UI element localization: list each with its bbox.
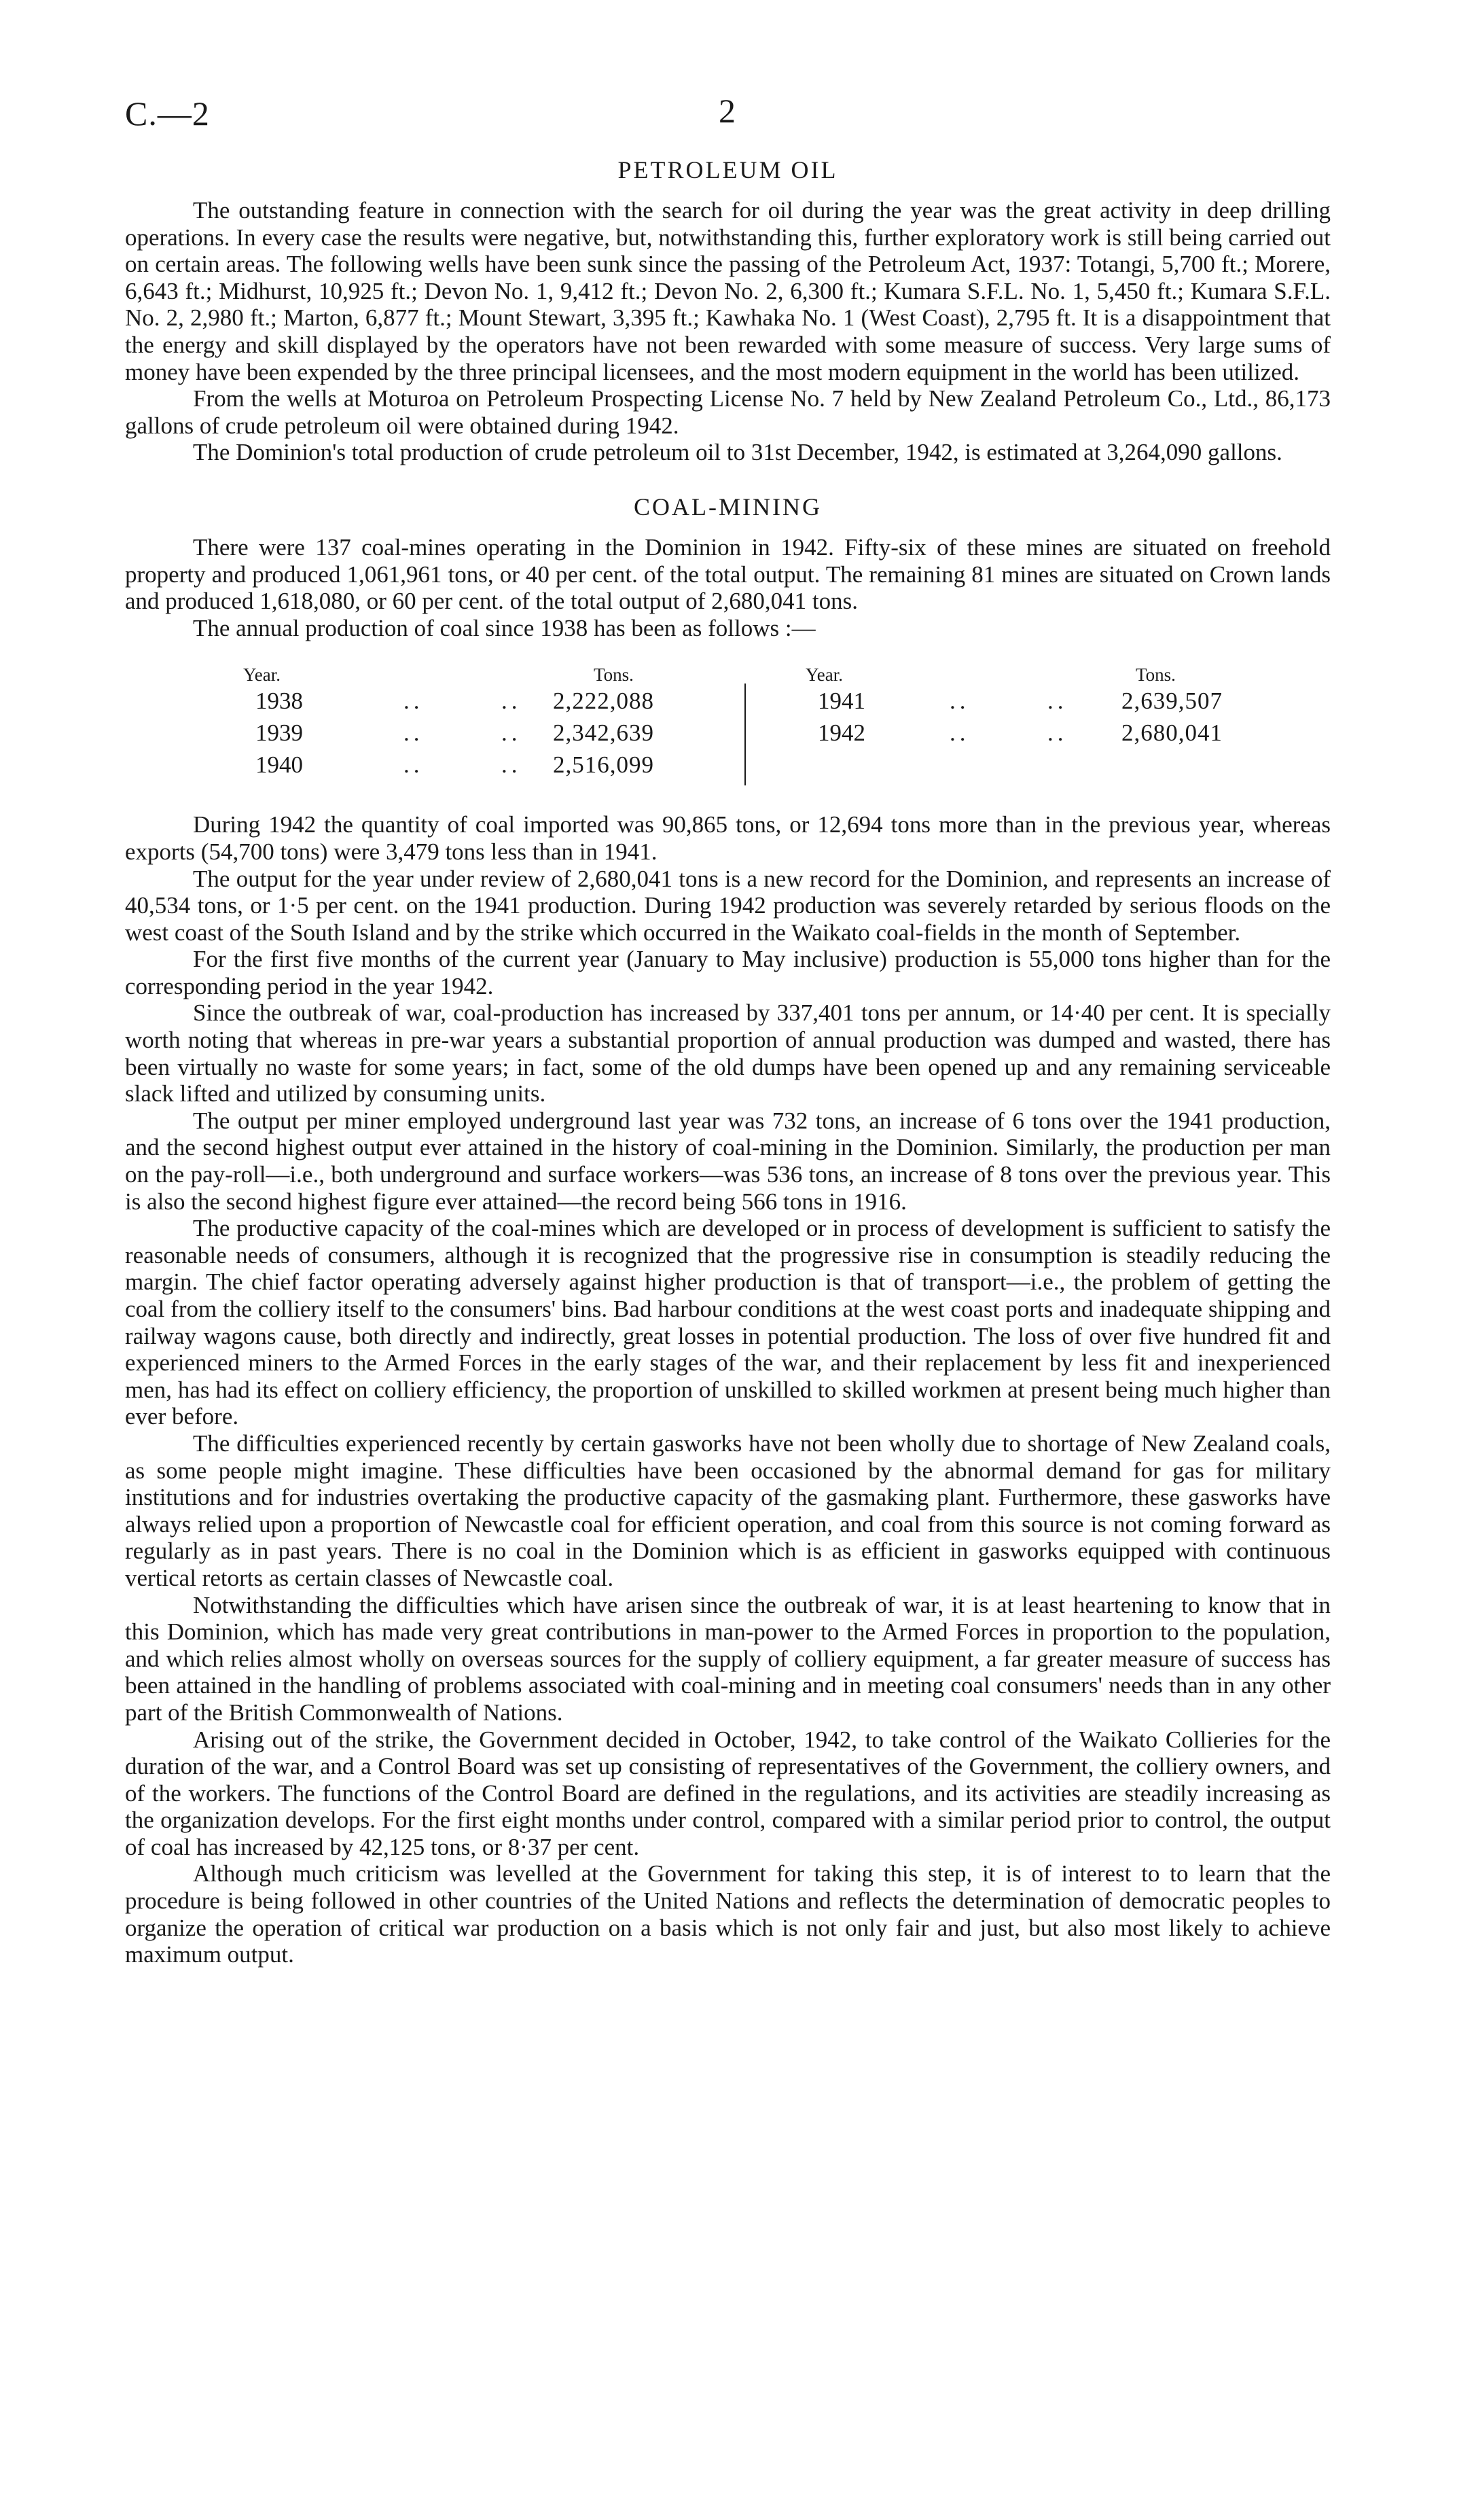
tons-cell: 2,516,099 <box>553 751 654 779</box>
paragraph: There were 137 coal-mines operating in the Dominion in 1942. Fifty-six of these mines are situated on freehold property and produced 1,061,961 tons, or 40 per cent. of the total output. The remaining 81 mines are situated on Crown lands and produced 1,618,080, or 60 per cent. of the total output of 2,680,041 tons. <box>125 533 1331 615</box>
paragraph: The annual production of coal since 1938 has been as follows :— <box>193 614 816 641</box>
page-id: C.—2 <box>125 94 210 132</box>
table-column-left <box>243 660 732 781</box>
paragraph: Since the outbreak of war, coal-production has increased by 337,401 tons per annum, or 14·40 per cent. It is specially worth noting that whereas in pre-war years a substantial proportion of annual production was dumped and wasted, there has been virtually no waste for some years; in fact, some of the old dumps have been opened up and any remaining serviceable slack lifted and utilized by consuming units. <box>125 999 1331 1107</box>
paragraph: The Dominion's total production of crude petroleum oil to 31st December, 1942, is estimated at 3,264,090 gallons. <box>193 439 1282 466</box>
year-header: Year. <box>806 664 844 686</box>
table-column-right <box>806 660 1335 749</box>
leader-dots: .. <box>501 751 522 779</box>
table-header <box>806 660 1335 685</box>
paragraph: For the first five months of the current year (January to May inclusive) production is 55,000 tons higher than for the corresponding period in the year 1942. <box>125 946 1331 999</box>
paragraph: Although much criticism was levelled at the Government for taking this step, it is of interest to to learn that the procedure is being followed in other countries of the United Nations and reflects the determination of democratic peoples to organize the operation of critical war production on a basis which is not only fair and just, but also most likely to achieve maximum output. <box>125 1860 1331 1968</box>
tons-cell: 2,222,088 <box>553 688 654 715</box>
paragraph: During 1942 the quantity of coal imported was 90,865 tons, or 12,694 tons more than in the previous year, whereas exports (54,700 tons) were 3,479 tons less than in 1941. <box>125 811 1331 865</box>
table-row <box>243 749 732 781</box>
year-cell: 1939 <box>255 720 303 747</box>
paragraph: The productive capacity of the coal-mines which are developed or in process of development is sufficient to satisfy the reasonable needs of consumers, although it is recognized that the progressive rise in consumption is steadily reducing the margin. The chief factor operating adversely against higher production is that of transport—i.e., the problem of getting the coal from the colliery itself to the consumers' bins. Bad harbour conditions at the west coast ports and inadequate shipping and railway wagons cause, both directly and indirectly, great losses in potential production. The loss of over five hundred fit and experienced miners to the Armed Forces in the early stages of the war, and their replacement by less fit and inexperienced men, has had its effect on colliery efficiency, the proportion of unskilled to skilled workmen at present being much higher than ever before. <box>125 1215 1331 1430</box>
leader-dots: .. <box>1047 688 1068 715</box>
leader-dots: .. <box>501 720 522 747</box>
year-header: Year. <box>243 664 281 686</box>
section-heading-coal: COAL-MINING <box>634 493 822 520</box>
leader-dots: .. <box>403 720 424 747</box>
table-header <box>243 660 732 685</box>
paragraph: The output per miner employed underground last year was 732 tons, an increase of 6 tons over the 1941 production, and the second highest output ever attained in the history of coal-mining in the Dominion. Similarly, the production per man on the pay-roll—i.e., both underground and surface workers—was 536 tons, an increase of 8 tons over the previous year. This is also the second highest figure ever attained—the record being 566 tons in 1916. <box>125 1107 1331 1215</box>
tons-cell: 2,342,639 <box>553 720 654 747</box>
leader-dots: .. <box>501 688 522 715</box>
table-row <box>806 685 1335 717</box>
leader-dots: .. <box>950 720 970 747</box>
table-row <box>243 685 732 717</box>
year-cell: 1940 <box>255 751 303 779</box>
year-cell: 1941 <box>818 688 865 715</box>
coal-production-table <box>125 660 1331 789</box>
paragraph: The difficulties experienced recently by certain gasworks have not been wholly due to shortage of New Zealand coals, as some people might imagine. These difficulties have been occasioned by the abnormal demand for gas for military institutions and for industries overtaking the productive capacity of the gasmaking plant. Furthermore, these gasworks have always relied upon a proportion of Newcastle coal for efficient operation, and coal from this source is not coming forward as regularly as in past years. There is no coal in the Dominion which is as efficient in gasworks equipped with continuous vertical retorts as certain classes of Newcastle coal. <box>125 1430 1331 1591</box>
tons-header: Tons. <box>1136 664 1176 686</box>
leader-dots: .. <box>1047 720 1068 747</box>
paragraph: Arising out of the strike, the Government decided in October, 1942, to take control of the Waikato Collieries for the duration of the war, and a Control Board was set up consisting of representatives of the Government, the colliery owners, and of the workers. The functions of the Control Board are defined in the regulations, and its activities are steadily increasing as the organization develops. For the first eight months under control, compared with a similar period prior to control, the output of coal has increased by 42,125 tons, or 8·37 per cent. <box>125 1726 1331 1860</box>
paragraph: From the wells at Moturoa on Petroleum Prospecting License No. 7 held by New Zealand Petroleum Co., Ltd., 86,173 gallons of crude petroleum oil were obtained during 1942. <box>125 385 1331 439</box>
leader-dots: .. <box>403 751 424 779</box>
table-row <box>806 717 1335 749</box>
paragraph: The output for the year under review of 2,680,041 tons is a new record for the Dominion, and represents an increase of 40,534 tons, or 1·5 per cent. on the 1941 production. During 1942 production was severely retarded by serious floods on the west coast of the South Island and by the strike which occurred in the Waikato coal-fields in the month of September. <box>125 865 1331 946</box>
page-number: 2 <box>719 92 736 130</box>
tons-cell: 2,639,507 <box>1121 688 1223 715</box>
tons-cell: 2,680,041 <box>1121 720 1223 747</box>
tons-header: Tons. <box>594 664 634 686</box>
year-cell: 1938 <box>255 688 303 715</box>
paragraph: The outstanding feature in connection with the search for oil during the year was the great activity in deep drilling operations. In every case the results were negative, but, notwithstanding this, further exploratory work is still being carried out on certain areas. The following wells have been sunk since the passing of the Petroleum Act, 1937: Totangi, 5,700 ft.; Morere, 6,643 ft.; Midhurst, 10,925 ft.; Devon No. 1, 9,412 ft.; Devon No. 2, 6,300 ft.; Kumara S.F.L. No. 1, 5,450 ft.; Kumara S.F.L. No. 2, 2,980 ft.; Marton, 6,877 ft.; Mount Stewart, 3,395 ft.; Kawhaka No. 1 (West Coast), 2,795 ft. It is a disappointment that the energy and skill displayed by the operators have not been rewarded with some measure of success. Very large sums of money have been expended by the three principal licensees, and the most modern equipment in the world has been utilized. <box>125 197 1331 385</box>
paragraph: Notwithstanding the difficulties which have arisen since the outbreak of war, it is at least heartening to know that in this Dominion, which has made very great contributions in man-power to the Armed Forces in proportion to the population, and which relies almost wholly on overseas sources for the supply of colliery equipment, a far greater measure of success has been attained in the handling of problems associated with coal-mining and in meeting coal consumers' needs than in any other part of the British Commonwealth of Nations. <box>125 1591 1331 1726</box>
table-divider <box>744 684 746 785</box>
year-cell: 1942 <box>818 720 865 747</box>
page-content <box>125 155 1331 1968</box>
table-row <box>243 717 732 749</box>
section-heading-petroleum: PETROLEUM OIL <box>617 156 838 183</box>
leader-dots: .. <box>403 688 424 715</box>
leader-dots: .. <box>950 688 970 715</box>
